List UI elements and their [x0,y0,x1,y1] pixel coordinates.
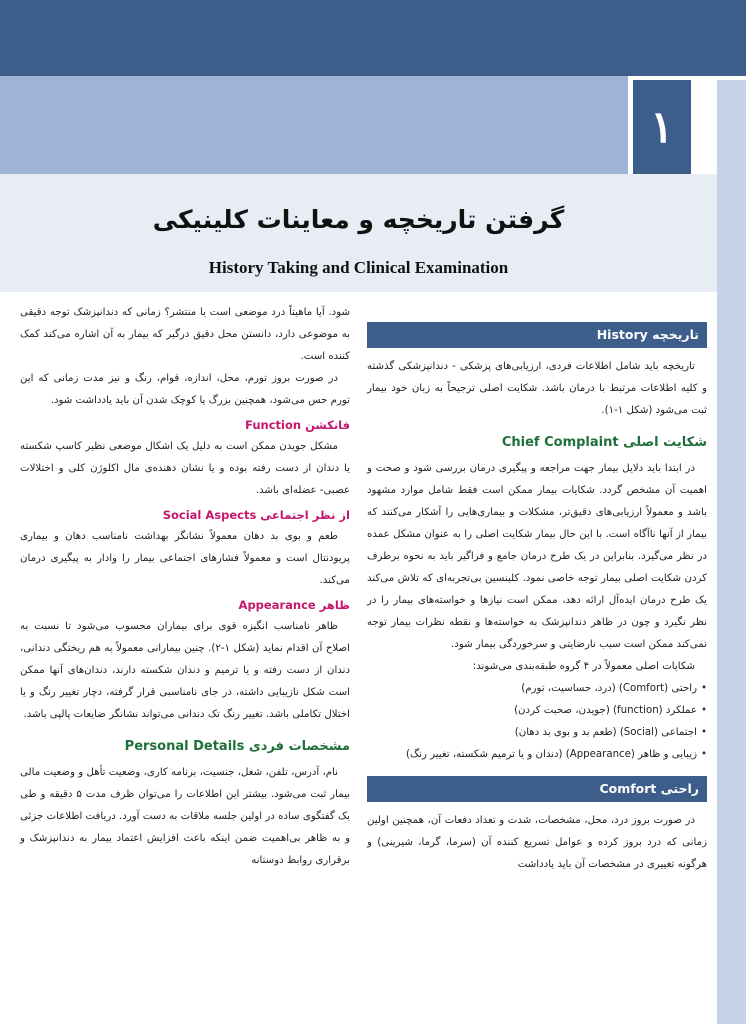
comfort-heading: راحتی Comfort [367,776,707,802]
comfort-text: در صورت بروز درد، محل، مشخصات، شدت و تعداد دفعات آن، همچنین اولین زمانی که درد بروز کرده و عوامل تسریع کننده آن (سرما، گرما، شیرینی) و هرگونه تغییری در مشخصات آن باید یادداشت [367,815,707,870]
chief-complaint-list-intro: شکایات اصلی معمولاً در ۴ گروه طبقه‌بندی می‌شوند: [472,661,695,672]
right-column [367,322,707,876]
list-item: • راحتی (Comfort) (درد، حساسیت، تورم) [367,678,707,700]
personal-details-text: نام، آدرس، تلفن، شغل، جنسیت، برنامه کاری، وضعیت تأهل و وضعیت مالی بیمار ثبت می‌شود. بیشتر این اطلاعات را می‌توان ظرف مدت ۵ دقیقه و طی یک گفتگوی ساده در اولین جلسه ملاقات به دست آورد. دریافت اطلاعات جزئی و به ظاهر بی‌اهمیت ضمن اینکه باعث افزایش اعتماد بیمار به دندانپزشک و برقراری روابط دوستانه [20,767,350,866]
continued-text-2: در صورت بروز تورم، محل، اندازه، قوام، رنگ و نیز مدت زمانی که این تورم حس می‌شود، همچنین بزرگ یا کوچک شدن آن باید یادداشت شود. [20,373,350,406]
list-item: • زیبایی و ظاهر (Appearance) (دندان و یا ترمیم شکسته، تغییر رنگ) [367,744,707,766]
side-strip [717,80,746,1024]
continued-text-1: شود. آیا ماهیتاً درد موضعی است یا منتشر؟ زمانی که دندانپزشک توجه دقیقی به موضوعی دارد، دانستن محل دقیق درگیر که بیمار به آن اشاره می‌کند کمک کننده است. [20,307,350,362]
left-column [20,302,350,872]
complaint-list [367,678,707,766]
function-text: مشکل جویدن ممکن است به دلیل یک اشکال موضعی نظیر کاسپ شکسته یا دندان از دست رفته بوده و یا نشان دهنده‌ی مال اکلوژن کلی و اختلالات عصبی- عضله‌ای باشد. [20,441,350,496]
chief-complaint-heading: شکایت اصلی Chief Complaint [501,435,707,450]
function-heading: فانکشن Function [245,418,350,432]
appearance-heading: ظاهر Appearance [238,598,350,612]
social-heading: از نظر اجتماعی Social Aspects [162,508,350,522]
chapter-title-en: History Taking and Clinical Examination [208,258,509,277]
history-heading: تاریخچه History [367,322,707,348]
chapter-title-fa: گرفتن تاریخچه و معاینات کلینیکی [152,205,565,234]
header-top-band [0,0,746,76]
chief-complaint-text: در ابتدا باید دلایل بیمار جهت مراجعه و پیگیری درمان بررسی شود و صحت و اهمیت آن مشخص گردد. شکایات بیمار ممکن است فقط شامل موارد مشهود باشد و معمولاً ارزیابی‌های دقیق‌تر، مشکلات و بیماری‌هایی را آشکار می‌کنند که بیمار از آنها ناآگاه است. با این حال بیمار شکایت اصلی را به عنوان مشکل عمده در نظر می‌گیرد. بنابراین در یک طرح درمان جامع و فراگیر باید به نحوه برطرف کردن شکایت اصلی بیمار توجه خاصی نمود. کلینسین بی‌تجربه‌ای که تلاش می‌کند یک طرح درمان ایده‌آل ارائه دهد، ممکن است نیازها و خواسته‌های بیمار را در نظر نگیرد و چون در ظاهر دندانپزشک به خواسته‌ها و نقطه نظرات بیمار توجه نمی‌کند ممکن است سبب نارضایتی و سرخوردگی بیمار شود. [367,463,707,650]
social-text: طعم و بوی بد دهان معمولاً نشانگر بهداشت نامناسب دهان و بیماری پریودنتال است و معمولاً فشارهای اجتماعی بیمار را وادار به پیگیری درمان می‌کند. [20,531,350,586]
list-item: • عملکرد (function) (جویدن، صحبت کردن) [367,700,707,722]
personal-details-heading: مشخصات فردی Personal Details [124,739,350,754]
chapter-number: ۱ [633,80,691,174]
header-mid-band [0,76,628,174]
list-item: • اجتماعی (Social) (طعم بد و بوی بد دهان) [367,722,707,744]
appearance-text: ظاهر نامناسب انگیزه قوی برای بیماران محسوب می‌شود تا نسبت به اصلاح آن اقدام نماید (شکل ۱-۲). چنین بیمارانی معمولاً به هم ریختگی دندانی، دندان از دست رفته و یا ترمیم و دندان شکسته دارند، دندان‌های آنها ممکن است شکل نازیبایی داشته، در جای نامناسبی قرار گرفته، دچار تغییر رنگ و یا اختلال تکاملی باشد. تغییر رنگ تک دندانی می‌تواند نشانگر ضایعات پالپی باشد. [20,621,350,720]
history-text: تاریخچه باید شامل اطلاعات فردی، ارزیابی‌های پزشکی - دندانپزشکی گذشته و کلیه اطلاعات مرتبط با درمان باشد. شکایت اصلی ترجیحاً به زبان خود بیمار ثبت می‌شود (شکل ۱-۱). [367,361,707,416]
